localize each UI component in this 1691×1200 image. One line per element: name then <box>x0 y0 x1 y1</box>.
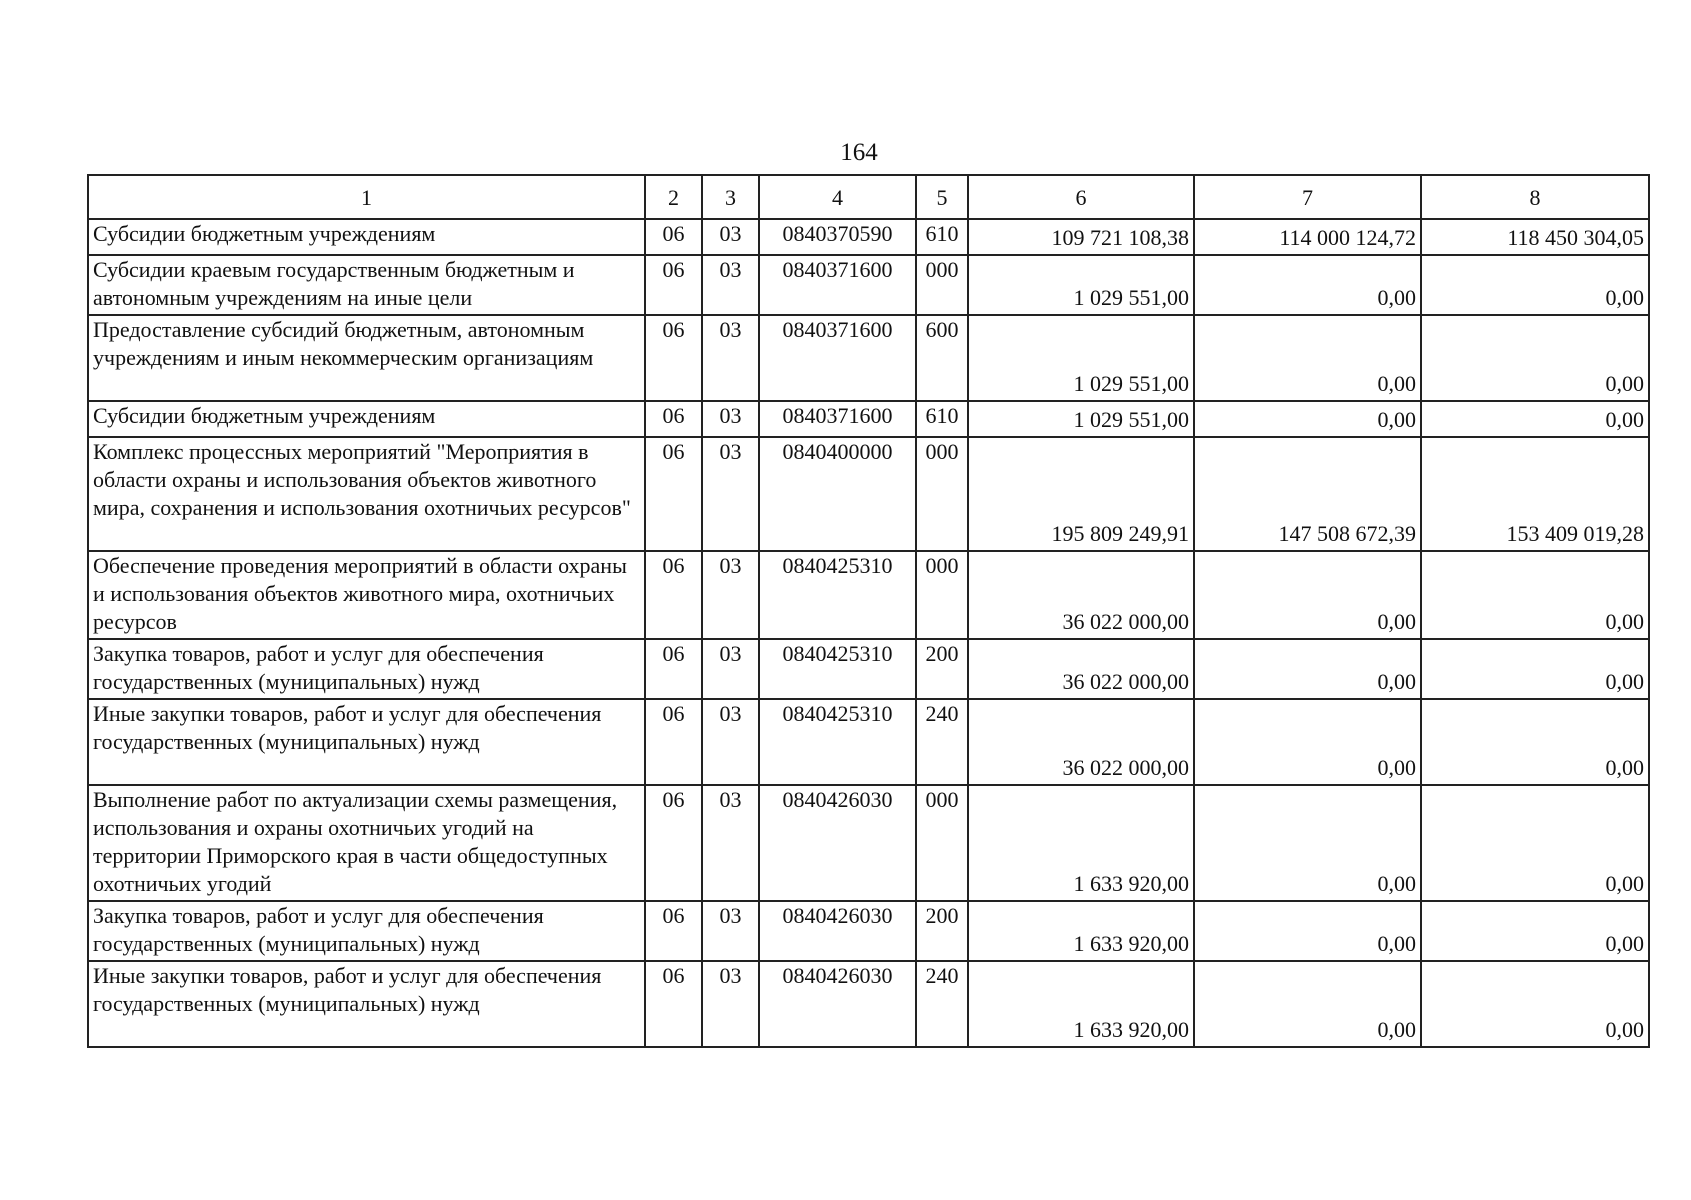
row-subsection: 03 <box>702 785 759 901</box>
row-expense-type: 000 <box>916 551 968 639</box>
row-subsection: 03 <box>702 255 759 315</box>
row-amount-year3: 0,00 <box>1421 551 1649 639</box>
row-amount-year1: 1 029 551,00 <box>968 315 1194 401</box>
row-subsection: 03 <box>702 901 759 961</box>
row-subsection: 03 <box>702 639 759 699</box>
header-cell: 3 <box>702 175 759 219</box>
row-subsection: 03 <box>702 437 759 551</box>
row-name: Предоставление субсидий бюджетным, автономным учреждениям и иным некоммерческим организациям <box>88 315 645 401</box>
row-name: Субсидии бюджетным учреждениям <box>88 219 645 255</box>
header-row <box>88 175 1649 219</box>
row-amount-year2: 147 508 672,39 <box>1194 437 1421 551</box>
row-section: 06 <box>645 785 702 901</box>
row-name: Комплекс процессных мероприятий "Мероприятия в области охраны и использования объектов животного мира, сохранения и использования охотничьих ресурсов" <box>88 437 645 551</box>
row-amount-year2: 0,00 <box>1194 639 1421 699</box>
row-expense-type: 200 <box>916 901 968 961</box>
row-amount-year1: 1 029 551,00 <box>968 401 1194 437</box>
row-section: 06 <box>645 901 702 961</box>
row-amount-year1: 36 022 000,00 <box>968 639 1194 699</box>
row-name: Обеспечение проведения мероприятий в области охраны и использования объектов животного мира, охотничьих ресурсов <box>88 551 645 639</box>
row-amount-year1: 36 022 000,00 <box>968 699 1194 785</box>
row-amount-year3: 0,00 <box>1421 315 1649 401</box>
table-row <box>88 639 1649 699</box>
row-target-code: 0840371600 <box>759 255 916 315</box>
row-expense-type: 240 <box>916 961 968 1047</box>
table-row <box>88 961 1649 1047</box>
row-target-code: 0840425310 <box>759 551 916 639</box>
row-amount-year2: 0,00 <box>1194 551 1421 639</box>
row-amount-year2: 114 000 124,72 <box>1194 219 1421 255</box>
row-section: 06 <box>645 699 702 785</box>
row-amount-year1: 36 022 000,00 <box>968 551 1194 639</box>
row-section: 06 <box>645 255 702 315</box>
header-cell: 1 <box>88 175 645 219</box>
row-name: Закупка товаров, работ и услуг для обеспечения государственных (муниципальных) нужд <box>88 639 645 699</box>
row-subsection: 03 <box>702 699 759 785</box>
row-expense-type: 610 <box>916 219 968 255</box>
row-section: 06 <box>645 219 702 255</box>
row-subsection: 03 <box>702 551 759 639</box>
row-target-code: 0840425310 <box>759 699 916 785</box>
table-row <box>88 551 1649 639</box>
row-subsection: 03 <box>702 401 759 437</box>
row-name: Иные закупки товаров, работ и услуг для обеспечения государственных (муниципальных) нужд <box>88 961 645 1047</box>
row-target-code: 0840370590 <box>759 219 916 255</box>
row-amount-year3: 0,00 <box>1421 901 1649 961</box>
row-subsection: 03 <box>702 961 759 1047</box>
row-expense-type: 610 <box>916 401 968 437</box>
row-target-code: 0840426030 <box>759 785 916 901</box>
row-amount-year2: 0,00 <box>1194 255 1421 315</box>
table-row <box>88 901 1649 961</box>
row-amount-year3: 0,00 <box>1421 401 1649 437</box>
row-expense-type: 000 <box>916 785 968 901</box>
row-amount-year1: 195 809 249,91 <box>968 437 1194 551</box>
header-cell: 5 <box>916 175 968 219</box>
table-row <box>88 219 1649 255</box>
header-cell: 8 <box>1421 175 1649 219</box>
row-section: 06 <box>645 961 702 1047</box>
header-cell: 7 <box>1194 175 1421 219</box>
row-section: 06 <box>645 437 702 551</box>
row-amount-year3: 118 450 304,05 <box>1421 219 1649 255</box>
table-row <box>88 437 1649 551</box>
row-amount-year1: 109 721 108,38 <box>968 219 1194 255</box>
row-amount-year1: 1 633 920,00 <box>968 785 1194 901</box>
row-section: 06 <box>645 315 702 401</box>
row-name: Субсидии бюджетным учреждениям <box>88 401 645 437</box>
row-amount-year3: 0,00 <box>1421 785 1649 901</box>
row-amount-year1: 1 633 920,00 <box>968 961 1194 1047</box>
header-cell: 4 <box>759 175 916 219</box>
row-amount-year3: 0,00 <box>1421 255 1649 315</box>
page-number: 164 <box>840 139 878 166</box>
row-amount-year2: 0,00 <box>1194 315 1421 401</box>
row-name: Закупка товаров, работ и услуг для обеспечения государственных (муниципальных) нужд <box>88 901 645 961</box>
row-section: 06 <box>645 639 702 699</box>
row-amount-year2: 0,00 <box>1194 785 1421 901</box>
row-amount-year2: 0,00 <box>1194 699 1421 785</box>
row-expense-type: 000 <box>916 437 968 551</box>
row-amount-year3: 0,00 <box>1421 699 1649 785</box>
row-subsection: 03 <box>702 315 759 401</box>
row-expense-type: 000 <box>916 255 968 315</box>
row-name: Выполнение работ по актуализации схемы размещения, использования и охраны охотничьих угодий на территории Приморского края в части общедоступных охотничьих угодий <box>88 785 645 901</box>
table-row <box>88 401 1649 437</box>
row-amount-year1: 1 029 551,00 <box>968 255 1194 315</box>
row-amount-year2: 0,00 <box>1194 961 1421 1047</box>
row-amount-year2: 0,00 <box>1194 901 1421 961</box>
row-target-code: 0840371600 <box>759 315 916 401</box>
row-amount-year3: 0,00 <box>1421 961 1649 1047</box>
row-amount-year3: 153 409 019,28 <box>1421 437 1649 551</box>
row-amount-year2: 0,00 <box>1194 401 1421 437</box>
header-cell: 6 <box>968 175 1194 219</box>
row-target-code: 0840426030 <box>759 901 916 961</box>
table-row <box>88 699 1649 785</box>
row-name: Иные закупки товаров, работ и услуг для обеспечения государственных (муниципальных) нужд <box>88 699 645 785</box>
budget-table <box>87 174 1650 1048</box>
table-row <box>88 255 1649 315</box>
row-subsection: 03 <box>702 219 759 255</box>
row-name: Субсидии краевым государственным бюджетным и автономным учреждениям на иные цели <box>88 255 645 315</box>
row-amount-year3: 0,00 <box>1421 639 1649 699</box>
row-expense-type: 240 <box>916 699 968 785</box>
row-target-code: 0840426030 <box>759 961 916 1047</box>
header-cell: 2 <box>645 175 702 219</box>
row-target-code: 0840371600 <box>759 401 916 437</box>
row-amount-year1: 1 633 920,00 <box>968 901 1194 961</box>
row-section: 06 <box>645 401 702 437</box>
row-target-code: 0840400000 <box>759 437 916 551</box>
row-expense-type: 600 <box>916 315 968 401</box>
row-target-code: 0840425310 <box>759 639 916 699</box>
table-row <box>88 315 1649 401</box>
table-row <box>88 785 1649 901</box>
row-expense-type: 200 <box>916 639 968 699</box>
row-section: 06 <box>645 551 702 639</box>
